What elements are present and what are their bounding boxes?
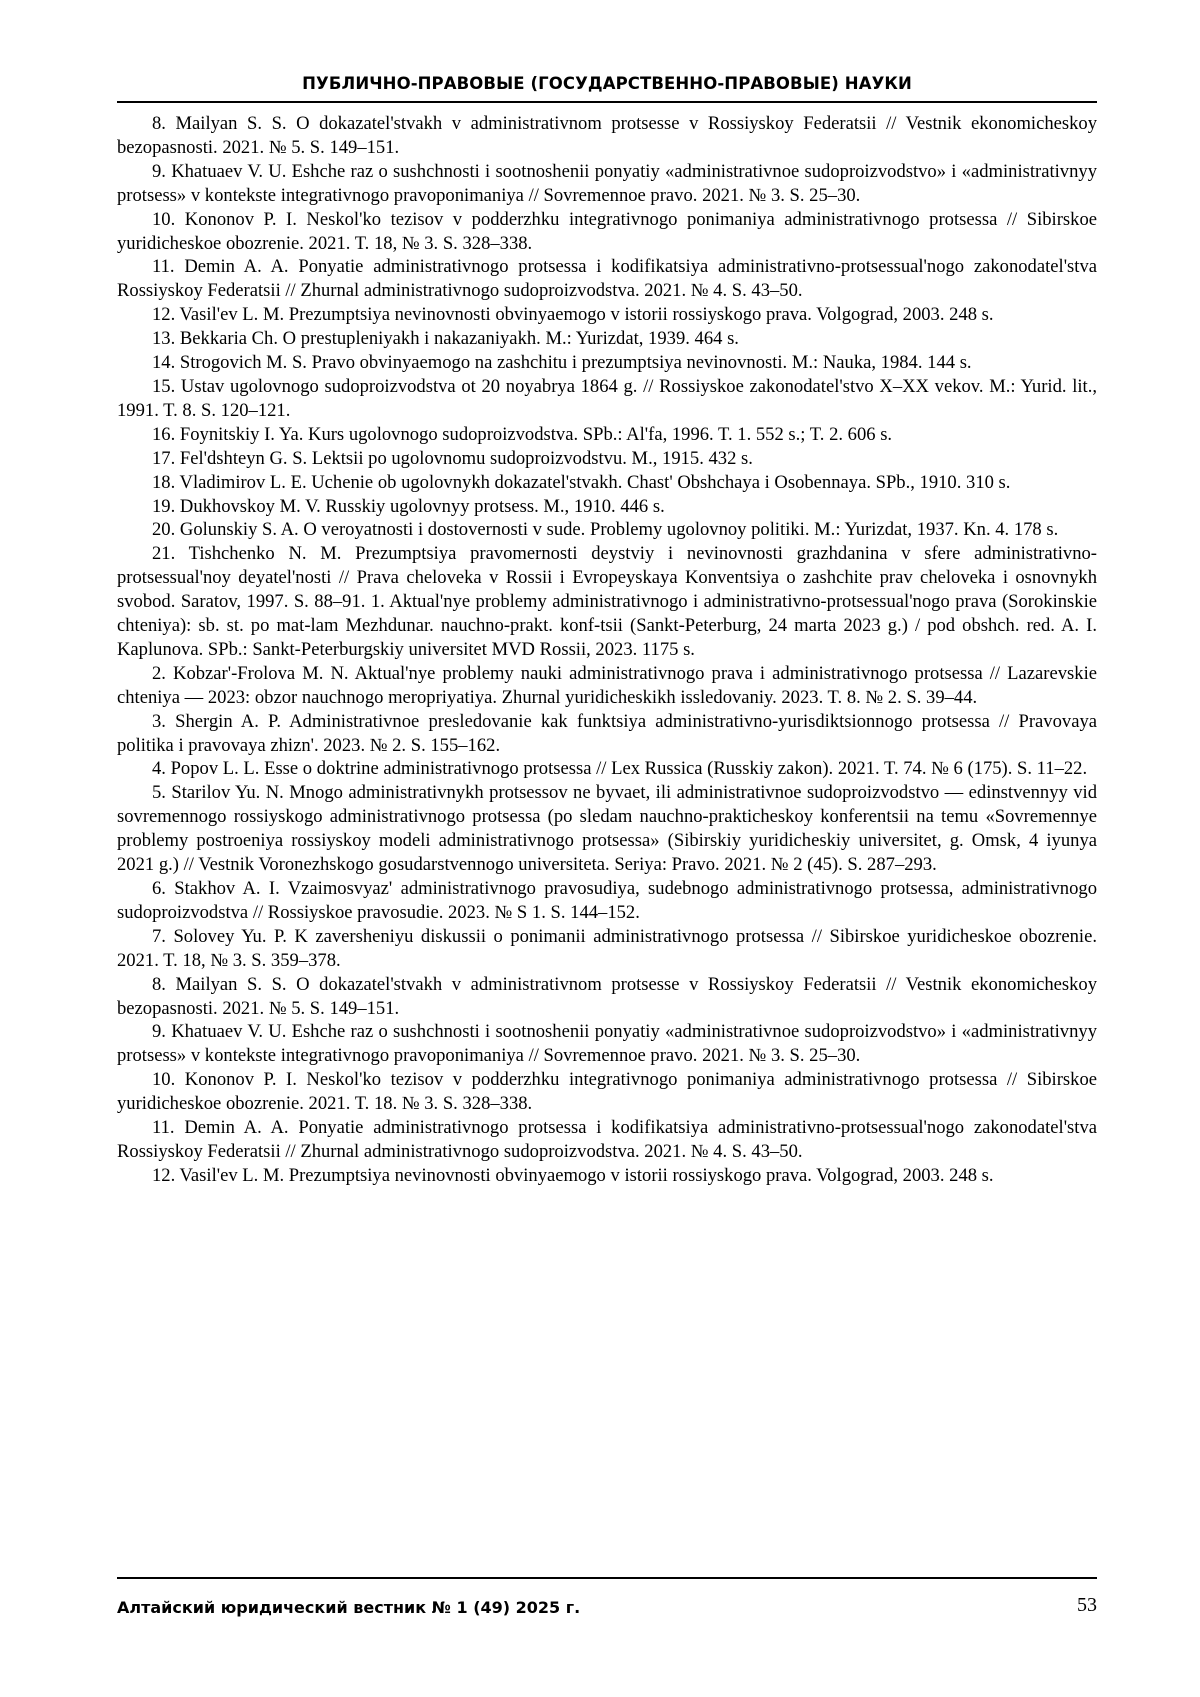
reference-entry: 12. Vasil'ev L. M. Prezumptsiya nevinovnosti obvinyaemogo v istorii rossiyskogo prava. Volgograd, 2003. 248 s.	[152, 1164, 994, 1186]
header-divider	[117, 101, 1097, 103]
reference-entry: 9. Khatuaev V. U. Eshche raz o sushchnosti i sootnoshenii ponyatiy «administrativnoe sudoproizvodstvo» i «administrativnyy protsess» v kontekste integrativnogo pravoponimaniya // Sovremennoe pravo. 2021. № 3. S. 25–30.	[117, 160, 1097, 206]
page-number: 53	[1077, 1594, 1097, 1616]
reference-entry: 16. Foynitskiy I. Ya. Kurs ugolovnogo sudoproizvodstva. SPb.: Al'fa, 1996. T. 1. 552 s.; T. 2. 606 s.	[152, 423, 893, 445]
reference-entry: 15. Ustav ugolovnogo sudoproizvodstva ot 20 noyabrya 1864 g. // Rossiyskoe zakonodatel'stvo X–XX vekov. M.: Yurid. lit., 1991. T. 8. S. 120–121.	[117, 375, 1097, 421]
footer-divider	[117, 1577, 1097, 1579]
reference-entry: 11. Demin A. A. Ponyatie administrativnogo protsessa i kodifikatsiya administrativno-protsessual'nogo zakonodatel'stva Rossiyskoy Federatsii // Zhurnal administrativnogo sudoproizvodstva. 2021. № 4. S. 43–50.	[117, 256, 1097, 302]
reference-entry: 6. Stakhov A. I. Vzaimosvyaz' administrativnogo pravosudiya, sudebnogo administrativnogo protsessa, administrativnogo sudoproizvodstva // Rossiyskoe pravosudie. 2023. № S 1. S. 144–152.	[117, 878, 1097, 923]
reference-entry: 20. Golunskiy S. A. O veroyatnosti i dostovernosti v sude. Problemy ugolovnoy politiki. M.: Yurizdat, 1937. Kn. 4. 178 s.	[152, 519, 1059, 541]
journal-issue-label: Алтайский юридический вестник № 1 (49) 2025 г.	[117, 1598, 581, 1617]
section-title: ПУБЛИЧНО-ПРАВОВЫЕ (ГОСУДАРСТВЕННО-ПРАВОВЫЕ) НАУКИ	[302, 74, 912, 93]
reference-entry: 2. Kobzar'-Frolova M. N. Aktual'nye problemy nauki administrativnogo prava i administrativnogo protsessa // Lazarevskie chteniya — 2023: obzor nauchnogo meropriyatiya. Zhurnal yuridicheskikh issledovaniy. 2023. T. 8. № 2. S. 39–44.	[117, 662, 1097, 708]
reference-list	[117, 112, 1097, 1188]
reference-entry: 12. Vasil'ev L. M. Prezumptsiya nevinovnosti obvinyaemogo v istorii rossiyskogo prava. Volgograd, 2003. 248 s.	[152, 304, 994, 326]
reference-entry: 21. Tishchenko N. M. Prezumptsiya pravomernosti deystviy i nevinovnosti grazhdanina v sfere administrativno-protsessual'noy deyatel'nosti // Prava cheloveka v Rossii i Evropeyskaya Konventsiya o zashchite prav cheloveka i osnovnykh svobod. Saratov, 1997. S. 88–91. 1. Aktual'nye problemy administrativnogo i administrativno-protsessual'nogo prava (Sorokinskie chteniya): sb. st. po mat-lam Mezhdunar. nauchno-prakt. konf-tsii (Sankt-Peterburg, 24 marta 2023 g.) / pod obshch. red. A. I. Kaplunova. SPb.: Sankt-Peterburgskiy universitet MVD Rossii, 2023. 1175 s.	[117, 543, 1097, 660]
reference-entry: 4. Popov L. L. Esse o doktrine administrativnogo protsessa // Lex Russica (Russkiy zakon). 2021. T. 74. № 6 (175). S. 11–22.	[152, 758, 1088, 780]
reference-entry: 11. Demin A. A. Ponyatie administrativnogo protsessa i kodifikatsiya administrativno-protsessual'nogo zakonodatel'stva Rossiyskoy Federatsii // Zhurnal administrativnogo sudoproizvodstva. 2021. № 4. S. 43–50.	[117, 1117, 1097, 1162]
reference-entry: 14. Strogovich M. S. Pravo obvinyaemogo na zashchitu i prezumptsiya nevinovnosti. M.: Nauka, 1984. 144 s.	[152, 352, 972, 374]
reference-entry: 8. Mailyan S. S. O dokazatel'stvakh v administrativnom protsesse v Rossiyskoy Federatsii // Vestnik ekonomicheskoy bezopasnosti. 2021. № 5. S. 149–151.	[117, 973, 1097, 1019]
reference-entry: 7. Solovey Yu. P. K zaversheniyu diskussii o ponimanii administrativnogo protsessa // Sibirskoe yuridicheskoe obozrenie. 2021. T. 18, № 3. S. 359–378.	[117, 925, 1097, 971]
reference-entry: 8. Mailyan S. S. O dokazatel'stvakh v administrativnom protsesse v Rossiyskoy Federatsii // Vestnik ekonomicheskoy bezopasnosti. 2021. № 5. S. 149–151.	[117, 113, 1097, 158]
reference-entry: 18. Vladimirov L. E. Uchenie ob ugolovnykh dokazatel'stvakh. Chast' Obshchaya i Osobennaya. SPb., 1910. 310 s.	[152, 471, 1011, 493]
reference-entry: 10. Kononov P. I. Neskol'ko tezisov v podderzhku integrativnogo ponimaniya administrativnogo protsessa // Sibirskoe yuridicheskoe obozrenie. 2021. T. 18. № 3. S. 328–338.	[117, 1069, 1097, 1115]
reference-entry: 17. Fel'dshteyn G. S. Lektsii po ugolovnomu sudoproizvodstvu. M., 1915. 432 s.	[152, 447, 753, 469]
reference-entry: 19. Dukhovskoy M. V. Russkiy ugolovnyy protsess. M., 1910. 446 s.	[152, 495, 665, 517]
reference-entry: 3. Shergin A. P. Administrativnoe presledovanie kak funktsiya administrativno-yurisdiktsionnogo protsessa // Pravovaya politika i pravovaya zhizn'. 2023. № 2. S. 155–162.	[117, 710, 1097, 756]
reference-entry: 5. Starilov Yu. N. Mnogo administrativnykh protsessov ne byvaet, ili administrativnoe sudoproizvodstvo — edinstvennyy vid sovremennogo rossiyskogo administrativnogo protsessa (po sledam nauchno-prakticheskoy konferentsii na temu «Sovremennye problemy postroeniya rossiyskoy modeli administrativnogo protsessa» (Sibirskiy yuridicheskiy universitet, g. Omsk, 4 iyunya 2021 g.) // Vestnik Voronezhskogo gosudarstvennogo universiteta. Seriya: Pravo. 2021. № 2 (45). S. 287–293.	[117, 782, 1097, 876]
reference-entry: 13. Bekkaria Ch. O prestupleniyakh i nakazaniyakh. M.: Yurizdat, 1939. 464 s.	[152, 328, 739, 350]
reference-entry: 9. Khatuaev V. U. Eshche raz o sushchnosti i sootnoshenii ponyatiy «administrativnoe sudoproizvodstvo» i «administrativnyy protsess» v kontekste integrativnogo pravoponimaniya // Sovremennoe pravo. 2021. № 3. S. 25–30.	[117, 1021, 1097, 1067]
reference-entry: 10. Kononov P. I. Neskol'ko tezisov v podderzhku integrativnogo ponimaniya administrativnogo protsessa // Sibirskoe yuridicheskoe obozrenie. 2021. T. 18, № 3. S. 328–338.	[117, 208, 1097, 254]
